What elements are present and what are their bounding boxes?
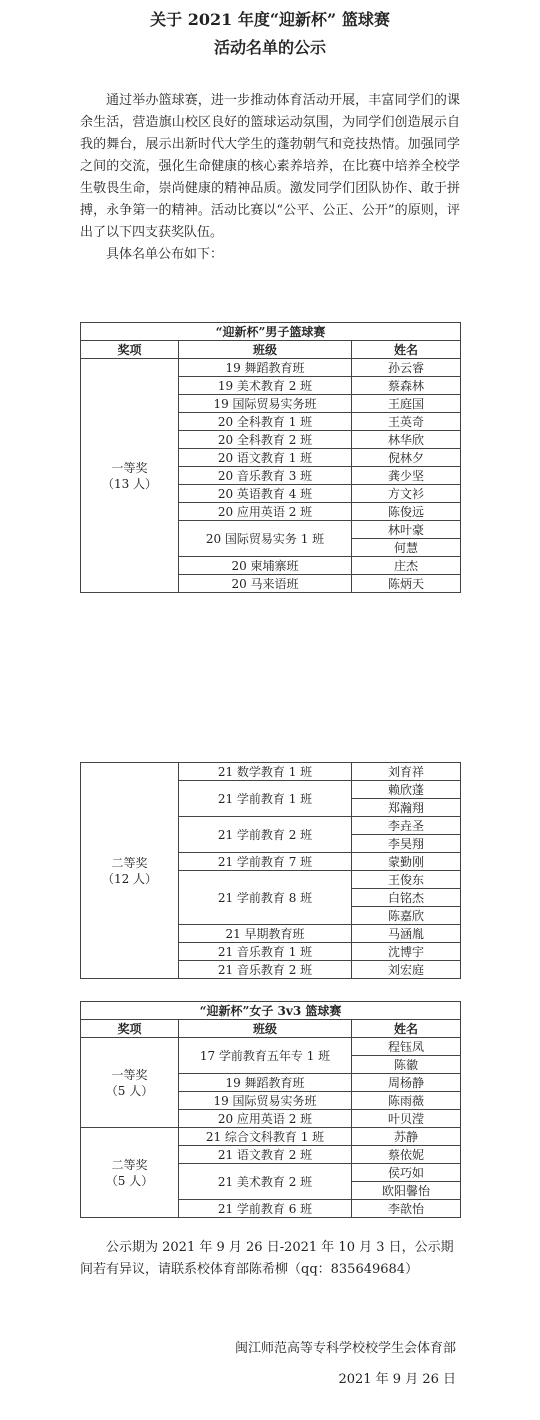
- class-cell: 21 学前教育 2 班: [179, 817, 352, 853]
- issuer: 闽江师范高等专科学校校学生会体育部: [234, 1341, 456, 1356]
- class-cell: 20 音乐教育 3 班: [179, 467, 352, 485]
- header-prize: 奖项: [81, 1020, 179, 1038]
- name-cell: 陈炳天: [352, 575, 461, 593]
- class-cell: 17 学前教育五年专 1 班: [179, 1038, 352, 1074]
- intro-text: [80, 90, 460, 266]
- name-cell: 蔡森林: [352, 377, 461, 395]
- class-cell: 21 学前教育 6 班: [179, 1200, 352, 1218]
- class-cell: 20 全科教育 1 班: [179, 413, 352, 431]
- name-cell: 何慧: [352, 539, 461, 557]
- class-cell: 20 马来语班: [179, 575, 352, 593]
- class-cell: 21 学前教育 7 班: [179, 853, 352, 871]
- name-cell: 倪林夕: [352, 449, 461, 467]
- name-cell: 林华欣: [352, 431, 461, 449]
- prize-label: 二等奖: [111, 855, 148, 870]
- intro-list-lead: 具体名单公布如下：: [106, 247, 224, 262]
- name-cell: 程钰凤: [352, 1038, 461, 1056]
- prize-count: （12 人）: [101, 871, 158, 886]
- class-cell: 20 英语教育 4 班: [179, 485, 352, 503]
- table-row: [81, 1128, 461, 1146]
- name-cell: 周杨静: [352, 1074, 461, 1092]
- name-cell: 叶贝滢: [352, 1110, 461, 1128]
- prize-count: （5 人）: [105, 1173, 154, 1188]
- class-cell: 20 全科教育 2 班: [179, 431, 352, 449]
- name-cell: 王英奇: [352, 413, 461, 431]
- name-cell: 刘宏庭: [352, 961, 461, 979]
- name-cell: 马涵胤: [352, 925, 461, 943]
- header-name: 姓名: [352, 1020, 461, 1038]
- name-cell: 侯巧如: [352, 1164, 461, 1182]
- name-cell: 方文衫: [352, 485, 461, 503]
- class-cell: 20 国际贸易实务 1 班: [179, 521, 352, 557]
- class-cell: 19 舞蹈教育班: [179, 1074, 352, 1092]
- class-cell: 21 学前教育 1 班: [179, 781, 352, 817]
- header-name: 姓名: [352, 341, 461, 359]
- header-class: 班级: [179, 341, 352, 359]
- name-cell: 孙云睿: [352, 359, 461, 377]
- name-cell: 陈俊远: [352, 503, 461, 521]
- name-cell: 刘育祥: [352, 763, 461, 781]
- name-cell: 李垚圣: [352, 817, 461, 835]
- class-cell: 21 语文教育 2 班: [179, 1146, 352, 1164]
- name-cell: 陈徽: [352, 1056, 461, 1074]
- table-row: [81, 359, 461, 377]
- women-3v3-table: [80, 1001, 461, 1218]
- prize-label: 二等奖: [111, 1157, 148, 1172]
- name-cell: 龚少坚: [352, 467, 461, 485]
- men-basketball-table-part2: [80, 762, 461, 979]
- class-cell: 21 学前教育 8 班: [179, 871, 352, 925]
- class-cell: 19 美术教育 2 班: [179, 377, 352, 395]
- prize-cell: [81, 359, 179, 593]
- prize-label: 一等奖: [111, 1067, 148, 1082]
- class-cell: 21 综合文科教育 1 班: [179, 1128, 352, 1146]
- prize-cell: [81, 1038, 179, 1128]
- class-cell: 20 应用英语 2 班: [179, 1110, 352, 1128]
- name-cell: 蔡依妮: [352, 1146, 461, 1164]
- class-cell: 21 音乐教育 2 班: [179, 961, 352, 979]
- men-basketball-table-part1: [80, 322, 461, 593]
- document-title-line1: 关于 2021 年度“迎新杯” 篮球赛: [150, 10, 390, 29]
- name-cell: 白铭杰: [352, 889, 461, 907]
- prize-count: （5 人）: [105, 1083, 154, 1098]
- name-cell: 李昊翔: [352, 835, 461, 853]
- header-prize: 奖项: [81, 341, 179, 359]
- name-cell: 蒙勤刚: [352, 853, 461, 871]
- table-row: [81, 763, 461, 781]
- prize-cell: [81, 763, 179, 979]
- class-cell: 21 早期教育班: [179, 925, 352, 943]
- publicity-notice: 公示期为 2021 年 9 月 26 日-2021 年 10 月 3 日，公示期间若有异议，请联系校体育部陈希柳（qq：835649684）: [80, 1240, 454, 1277]
- table-caption: “迎新杯”男子篮球赛: [81, 323, 461, 341]
- name-cell: 林叶豪: [352, 521, 461, 539]
- name-cell: 陈嘉欣: [352, 907, 461, 925]
- name-cell: 陈雨薇: [352, 1092, 461, 1110]
- class-cell: 21 美术教育 2 班: [179, 1164, 352, 1200]
- prize-cell: [81, 1128, 179, 1218]
- table-row: [81, 1038, 461, 1056]
- name-cell: 庄杰: [352, 557, 461, 575]
- name-cell: 苏静: [352, 1128, 461, 1146]
- class-cell: 21 数学教育 1 班: [179, 763, 352, 781]
- class-cell: 19 国际贸易实务班: [179, 395, 352, 413]
- issue-date: 2021 年 9 月 26 日: [338, 1372, 456, 1387]
- name-cell: 欧阳馨怡: [352, 1182, 461, 1200]
- class-cell: 19 舞蹈教育班: [179, 359, 352, 377]
- name-cell: 王庭国: [352, 395, 461, 413]
- name-cell: 李歆怡: [352, 1200, 461, 1218]
- name-cell: 赖欣蓬: [352, 781, 461, 799]
- class-cell: 19 国际贸易实务班: [179, 1092, 352, 1110]
- prize-label: 一等奖: [111, 460, 148, 475]
- class-cell: 20 语文教育 1 班: [179, 449, 352, 467]
- table-caption: “迎新杯”女子 3v3 篮球赛: [81, 1002, 461, 1020]
- intro-paragraph: 通过举办篮球赛，进一步推动体育活动开展，丰富同学们的课余生活，营造旗山校区良好的篮球运动氛围，为同学们创造展示自我的舞台，展示出新时代大学生的蓬勃朝气和竞技热情。加强同学之间的交流，强化生命健康的核心素养培养，在比赛中培养全校学生敬畏生命，崇尚健康的精神品质。激发同学们团队协作、敢于拼搏，永争第一的精神。活动比赛以“公平、公正、公开”的原则，评出了以下四支获奖队伍。: [80, 93, 460, 240]
- class-cell: 20 柬埔寨班: [179, 557, 352, 575]
- name-cell: 王俊东: [352, 871, 461, 889]
- class-cell: 20 应用英语 2 班: [179, 503, 352, 521]
- document-title-line2: 活动名单的公示: [213, 38, 326, 57]
- prize-count: （13 人）: [101, 476, 158, 491]
- name-cell: 沈博宇: [352, 943, 461, 961]
- header-class: 班级: [179, 1020, 352, 1038]
- name-cell: 郑瀚翔: [352, 799, 461, 817]
- class-cell: 21 音乐教育 1 班: [179, 943, 352, 961]
